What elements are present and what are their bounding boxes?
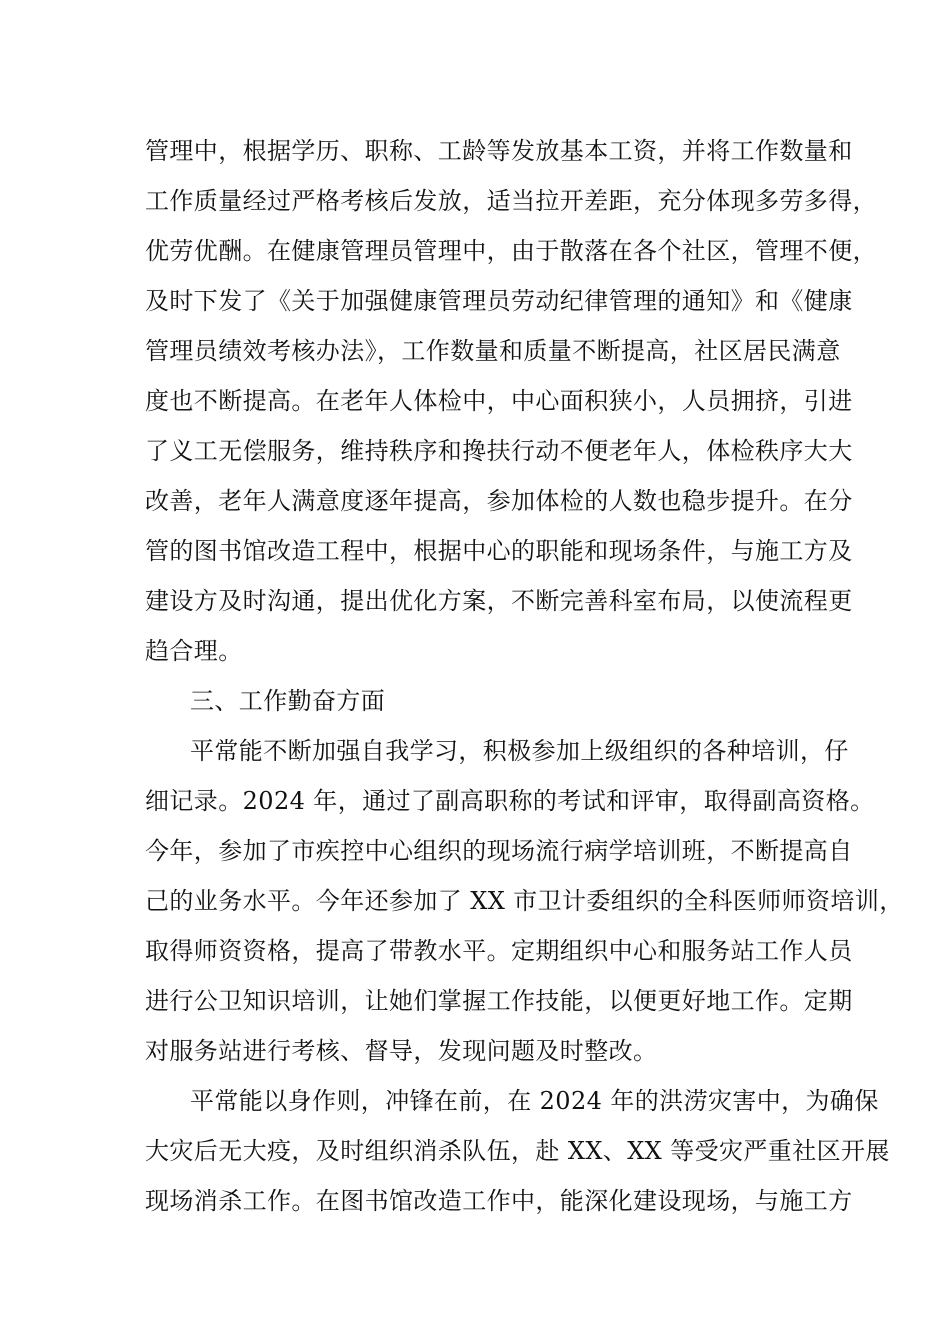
body-text-line: 细记录。2024 年，通过了副高职称的考试和评审，取得副高资格。 [145, 787, 875, 815]
body-text-line: 及时下发了《关于加强健康管理员劳动纪律管理的通知》和《健康 [145, 287, 853, 315]
body-text-line: 了义工无偿服务，维持秩序和搀扶行动不便老年人，体检秩序大大 [145, 437, 853, 465]
body-text-line: 趋合理。 [145, 637, 243, 665]
body-text-line: 取得师资资格，提高了带教水平。定期组织中心和服务站工作人员 [145, 937, 853, 965]
body-text-line: 进行公卫知识培训，让她们掌握工作技能，以便更好地工作。定期 [145, 987, 853, 1015]
body-text-line: 改善，老年人满意度逐年提高，参加体检的人数也稳步提升。在分 [145, 487, 853, 515]
body-text-line: 对服务站进行考核、督导，发现问题及时整改。 [145, 1037, 658, 1065]
body-text-line: 平常能不断加强自我学习，积极参加上级组织的各种培训，仔 [190, 737, 849, 765]
body-text-line: 管理员绩效考核办法》，工作数量和质量不断提高，社区居民满意 [145, 337, 841, 365]
body-text-line: 工作质量经过严格考核后发放，适当拉开差距，充分体现多劳多得， [145, 187, 877, 215]
body-text-line: 度也不断提高。在老年人体检中，中心面积狭小，人员拥挤，引进 [145, 387, 853, 415]
body-text-line: 平常能以身作则，冲锋在前，在 2024 年的洪涝灾害中，为确保 [190, 1087, 879, 1115]
body-text-line: 优劳优酬。在健康管理员管理中，由于散落在各个社区，管理不便， [145, 237, 877, 265]
body-text-line: 大灾后无大疫，及时组织消杀队伍，赴 XX、XX 等受灾严重社区开展 [145, 1137, 890, 1165]
body-text-line: 现场消杀工作。在图书馆改造工作中，能深化建设现场，与施工方 [145, 1187, 853, 1215]
section-heading: 三、工作勤奋方面 [190, 687, 386, 715]
body-text-line: 己的业务水平。今年还参加了 XX 市卫计委组织的全科医师师资培训， [145, 887, 904, 915]
body-text-line: 建设方及时沟通，提出优化方案，不断完善科室布局，以使流程更 [145, 587, 853, 615]
body-text-line: 管的图书馆改造工程中，根据中心的职能和现场条件，与施工方及 [145, 537, 853, 565]
body-text-line: 今年，参加了市疾控中心组织的现场流行病学培训班，不断提高自 [145, 837, 853, 865]
body-text-line: 管理中，根据学历、职称、工龄等发放基本工资，并将工作数量和 [145, 137, 853, 165]
